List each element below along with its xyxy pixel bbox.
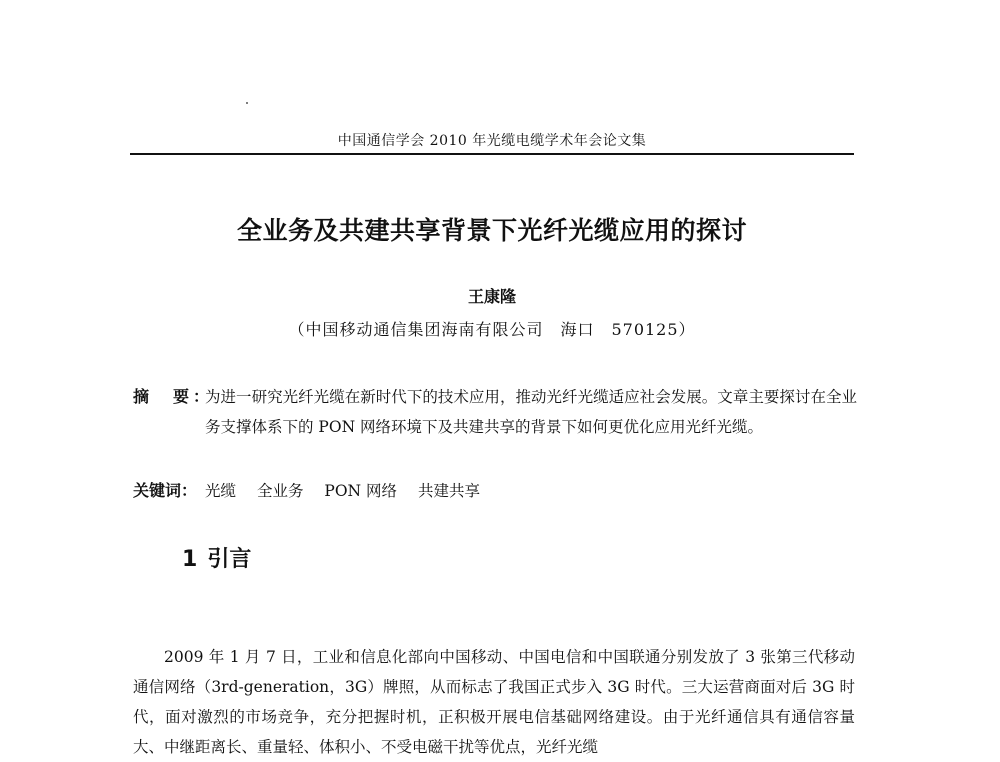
keyword-item: 共建共享: [417, 482, 480, 500]
running-header: 中国通信学会 2010 年光缆电缆学术年会论文集: [337, 133, 647, 149]
body-paragraph: 2009 年 1 月 7 日，工业和信息化部向中国移动、中国电信和中国联通分别发放了 3 张第三代移动通信网络（3rd-generation，3G）牌照，从而标志了我国正式步入 3G 时代。三大运营商面对后 3G 时代，面对激烈的市场竞争，充分把握时机，正积极开展电信基础网络建设。由于光纤通信具有通信容量大、中继距离长、重量轻、体积小、不受电磁干扰等优点，光纤光缆: [133, 647, 855, 756]
abstract-text: 为进一研究光纤光缆在新时代下的技术应用，推动光纤光缆适应社会发展。文章主要探讨在全业务支撑体系下的 PON 网络环境下及共建共享的背景下如何更优化应用光纤光缆。: [205, 388, 857, 436]
section-number: 1: [182, 547, 198, 572]
scan-speck: [246, 102, 248, 104]
section-title: 引言: [207, 547, 252, 572]
keywords-list: [205, 479, 496, 503]
author-name: 王康隆: [467, 287, 516, 306]
keyword-item: PON 网络: [324, 482, 398, 500]
keyword-item: 全业务: [256, 482, 304, 500]
section-heading: [182, 545, 251, 575]
abstract-label: 摘 要：: [133, 387, 214, 406]
author-affiliation: （中国移动通信集团海南有限公司 海口 570125）: [288, 320, 696, 339]
header-rule: [130, 153, 854, 155]
paper-title: 全业务及共建共享背景下光纤光缆应用的探讨: [236, 216, 747, 245]
keywords-label: 关键词：: [133, 481, 198, 500]
keyword-item: 光缆: [205, 482, 237, 500]
